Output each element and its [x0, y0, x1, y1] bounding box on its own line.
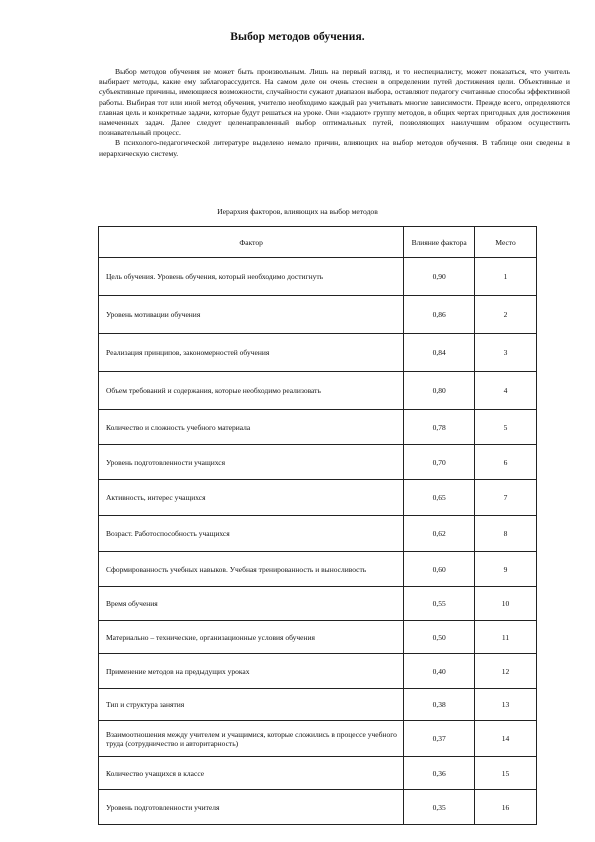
- table-row: [99, 790, 537, 825]
- table-body: [99, 258, 537, 825]
- table-caption: Иерархия факторов, влияющих на выбор методов: [217, 207, 378, 216]
- table-cell-place: 13: [475, 689, 537, 721]
- table-row: [99, 721, 537, 757]
- table-cell-factor: Применение методов на предыдущих уроках: [99, 654, 404, 689]
- table-cell-weight: 0,50: [404, 621, 475, 654]
- table-row: [99, 258, 537, 296]
- table-cell-weight: 0,78: [404, 410, 475, 445]
- table-cell-place: 4: [475, 372, 537, 410]
- table-cell-factor: Количество учащихся в классе: [99, 757, 404, 790]
- table-cell-place: 11: [475, 621, 537, 654]
- table-row: [99, 587, 537, 621]
- table-cell-weight: 0,55: [404, 587, 475, 621]
- table-row: [99, 410, 537, 445]
- table-cell-factor: Реализация принципов, закономерностей обучения: [99, 334, 404, 372]
- table-cell-place: 6: [475, 445, 537, 480]
- table-cell-place: 3: [475, 334, 537, 372]
- table-cell-weight: 0,86: [404, 296, 475, 334]
- table-cell-factor: Уровень подготовленности учителя: [99, 790, 404, 825]
- table-cell-factor: Сформированность учебных навыков. Учебная тренированность и выносливость: [99, 552, 404, 587]
- body-text: [99, 67, 570, 159]
- table-cell-weight: 0,70: [404, 445, 475, 480]
- table-cell-place: 1: [475, 258, 537, 296]
- table-row: [99, 516, 537, 552]
- table-row: [99, 689, 537, 721]
- table-row: [99, 445, 537, 480]
- table-cell-weight: 0,84: [404, 334, 475, 372]
- table-cell-factor: Время обучения: [99, 587, 404, 621]
- table-cell-factor: Активность, интерес учащихся: [99, 480, 404, 516]
- table-cell-place: 8: [475, 516, 537, 552]
- table-cell-weight: 0,65: [404, 480, 475, 516]
- table-cell-weight: 0,62: [404, 516, 475, 552]
- table-cell-weight: 0,90: [404, 258, 475, 296]
- table-cell-place: 7: [475, 480, 537, 516]
- table-cell-place: 12: [475, 654, 537, 689]
- table-cell-place: 14: [475, 721, 537, 757]
- table-row: [99, 296, 537, 334]
- table-cell-factor: Количество и сложность учебного материала: [99, 410, 404, 445]
- table-cell-factor: Уровень подготовленности учащихся: [99, 445, 404, 480]
- paragraph-1: Выбор методов обучения не может быть произвольным. Лишь на первый взгляд, и то неспециалисту, может показаться, что учитель выбирает методы, какие ему заблагорассудится. На самом деле он очень стеснен в определении путей достижения цели. Объективные и субъективные причины, имеющиеся возможности, случайности сужают диапазон выбора, оставляют педагогу считанные способы эффективной работы. Выбирая тот или иной метод обучения, учителю необходимо каждый раз учитывать многие зависимости. Прежде всего, определяются главная цель и конкретные задачи, которые будут решаться на уроке. Они «задают» группу методов, в общих чертах пригодных для достижения намеченных задач. Далее следует целенаправленный выбор оптимальных путей, позволяющих наилучшим образом осуществить познавательный процесс.: [99, 67, 570, 138]
- header-weight: Влияние фактора: [404, 227, 475, 258]
- table-cell-place: 10: [475, 587, 537, 621]
- table-cell-place: 15: [475, 757, 537, 790]
- table-cell-weight: 0,38: [404, 689, 475, 721]
- table-cell-weight: 0,60: [404, 552, 475, 587]
- table-row: [99, 552, 537, 587]
- table-cell-weight: 0,37: [404, 721, 475, 757]
- table-cell-factor: Взаимоотношения между учителем и учащимися, которые сложились в процессе учебного труда (сотрудничество и авторитарность): [99, 721, 404, 757]
- table-cell-factor: Материально – технические, организационные условия обучения: [99, 621, 404, 654]
- header-factor: Фактор: [99, 227, 404, 258]
- table-header-row: [99, 227, 537, 258]
- table-cell-factor: Тип и структура занятия: [99, 689, 404, 721]
- table-cell-place: 2: [475, 296, 537, 334]
- table-row: [99, 654, 537, 689]
- table-cell-factor: Объем требований и содержания, которые необходимо реализовать: [99, 372, 404, 410]
- table-cell-factor: Возраст. Работоспособность учащихся: [99, 516, 404, 552]
- table-cell-place: 16: [475, 790, 537, 825]
- table-cell-place: 5: [475, 410, 537, 445]
- table-row: [99, 480, 537, 516]
- paragraph-2: В психолого-педагогической литературе выделено немало причин, влияющих на выбор методов обучения. В таблице они сведены в иерархическую систему.: [99, 138, 570, 158]
- table-cell-place: 9: [475, 552, 537, 587]
- table-row: [99, 757, 537, 790]
- header-place: Место: [475, 227, 537, 258]
- table-row: [99, 334, 537, 372]
- table-cell-weight: 0,35: [404, 790, 475, 825]
- table-cell-factor: Уровень мотивации обучения: [99, 296, 404, 334]
- table-cell-factor: Цель обучения. Уровень обучения, который необходимо достигнуть: [99, 258, 404, 296]
- table-row: [99, 621, 537, 654]
- table-cell-weight: 0,80: [404, 372, 475, 410]
- document-title: Выбор методов обучения.: [230, 31, 365, 43]
- factors-table: [98, 226, 537, 825]
- table-cell-weight: 0,36: [404, 757, 475, 790]
- table-cell-weight: 0,40: [404, 654, 475, 689]
- table-row: [99, 372, 537, 410]
